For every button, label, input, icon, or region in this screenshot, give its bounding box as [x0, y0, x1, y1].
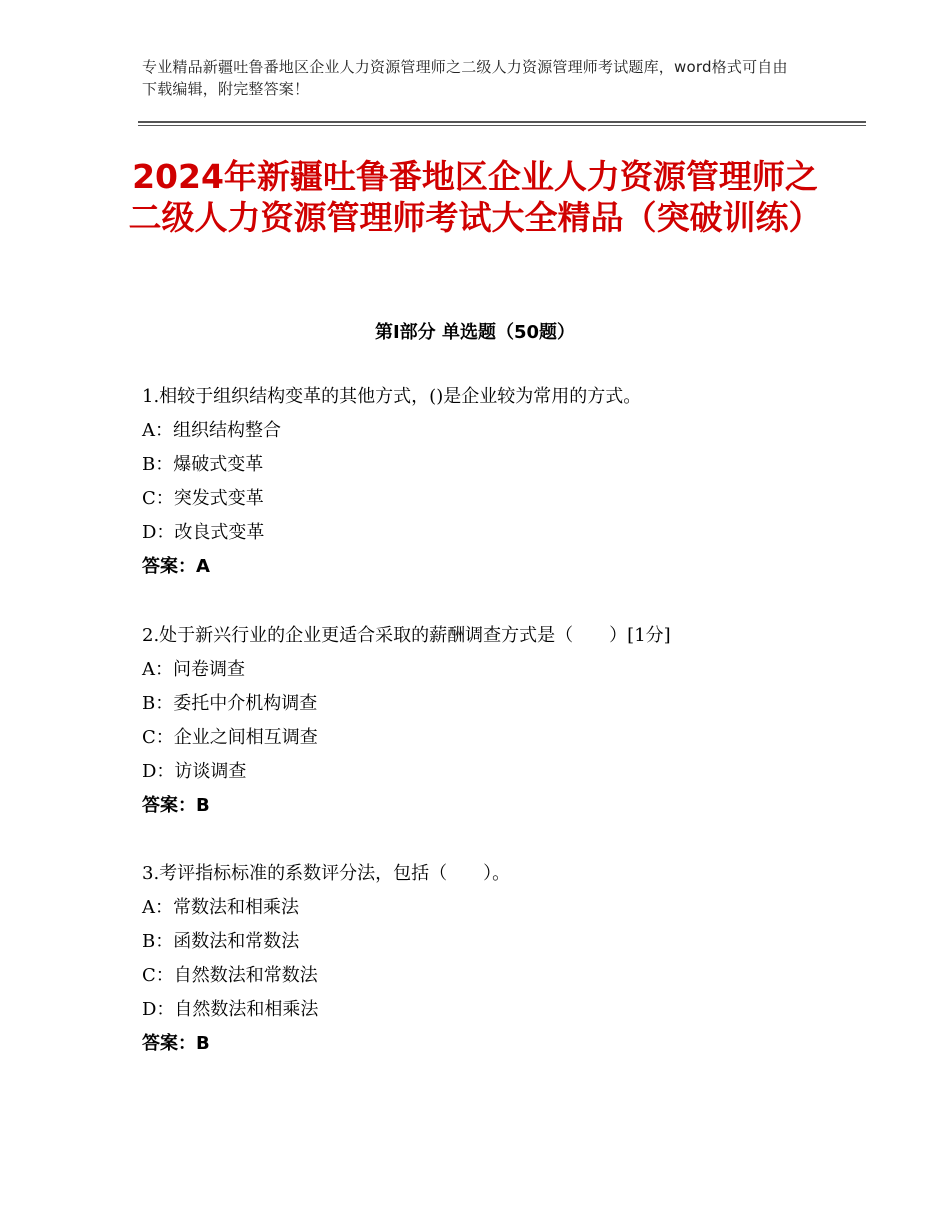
- option-c: C：自然数法和常数法: [142, 965, 318, 986]
- option-b: B：爆破式变革: [142, 454, 264, 475]
- answer: 答案：B: [142, 1033, 210, 1054]
- header-rule-thin: [138, 125, 866, 126]
- document-title: 2024年新疆吐鲁番地区企业人力资源管理师之二级人力资源管理师考试大全精品（突破训练）: [128, 157, 822, 237]
- option-d: D：自然数法和相乘法: [142, 999, 319, 1020]
- question-stem: 2.处于新兴行业的企业更适合采取的薪酬调查方式是（ ）[1分]: [142, 625, 671, 646]
- section-heading: 第Ⅰ部分 单选题（50题）: [374, 322, 575, 343]
- option-c: C：突发式变革: [142, 488, 264, 509]
- option-a: A：问卷调查: [142, 659, 245, 680]
- option-b: B：委托中介机构调查: [142, 693, 318, 714]
- option-a: A：组织结构整合: [142, 420, 281, 441]
- option-c: C：企业之间相互调查: [142, 727, 318, 748]
- option-d: D：访谈调查: [142, 761, 247, 782]
- option-b: B：函数法和常数法: [142, 931, 300, 952]
- question-stem: 3.考评指标标准的系数评分法，包括（ ）。: [142, 863, 511, 884]
- question-2: [142, 619, 842, 823]
- answer: 答案：A: [142, 556, 210, 577]
- option-a: A：常数法和相乘法: [142, 897, 299, 918]
- header-rule-thick: [138, 121, 866, 123]
- option-d: D：改良式变革: [142, 522, 265, 543]
- question-stem: 1.相较于组织结构变革的其他方式，()是企业较为常用的方式。: [142, 386, 642, 407]
- question-1: [142, 380, 842, 584]
- header-note: 专业精品新疆吐鲁番地区企业人力资源管理师之二级人力资源管理师考试题库，word格式可自由下载编辑，附完整答案！: [142, 58, 788, 98]
- question-3: [142, 857, 842, 1061]
- answer: 答案：B: [142, 795, 210, 816]
